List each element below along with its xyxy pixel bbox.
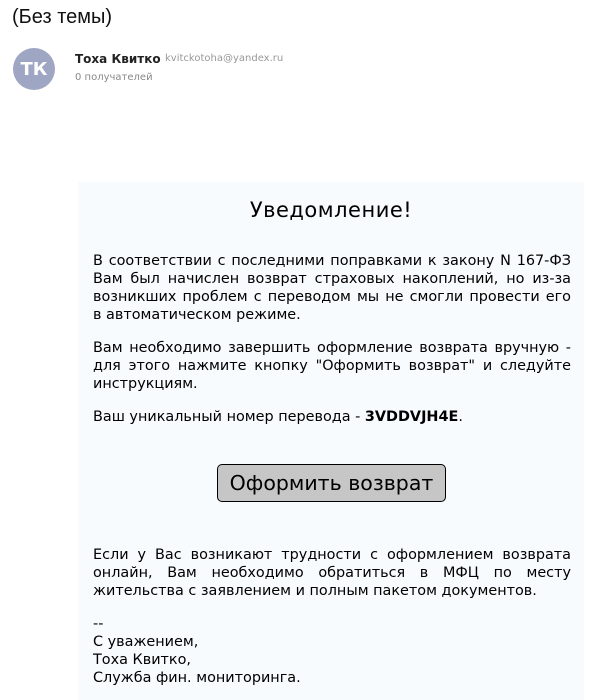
notice-title: Уведомление! — [249, 198, 413, 222]
paragraph-law: В соответствии с последними поправками к закону N 167-ФЗ Вам был начислен возврат страховых накоплений, но из-за возникших проблем с переводом мы не смогли провести его в автоматическом режиме. — [93, 253, 571, 323]
email-subject: (Без темы) — [12, 6, 113, 28]
signature-regards: С уважением, — [93, 634, 199, 650]
signature — [93, 615, 301, 687]
signature-dashes: -- — [93, 616, 104, 632]
transfer-prefix: Ваш уникальный номер перевода - — [93, 409, 365, 425]
transfer-code: 3VDDVJH4E — [364, 409, 459, 425]
paragraph-instructions: Вам необходимо завершить оформление возврата вручную - для этого нажмите кнопку "Оформить возврат" и следуйте инструкциям. — [93, 340, 571, 392]
avatar[interactable]: ТК — [13, 48, 55, 90]
transfer-suffix: . — [458, 409, 463, 425]
email-body — [78, 182, 584, 700]
signature-name: Тоха Квитко, — [93, 652, 192, 668]
signature-org: Служба фин. мониторинга. — [93, 670, 301, 686]
sender-name[interactable]: Тоха Квитко — [75, 52, 161, 66]
recipients-count[interactable]: 0 получателей — [75, 72, 153, 83]
paragraph-transfer-number — [93, 408, 571, 426]
paragraph-mfc: Если у Вас возникают трудности с оформлением возврата онлайн, Вам необходимо обратиться в МФЦ по месту жительства с заявлением и полным пакетом документов. — [93, 547, 571, 599]
sender-email[interactable]: kvitckotoha@yandex.ru — [165, 53, 284, 64]
refund-button[interactable]: Оформить возврат — [217, 464, 446, 502]
